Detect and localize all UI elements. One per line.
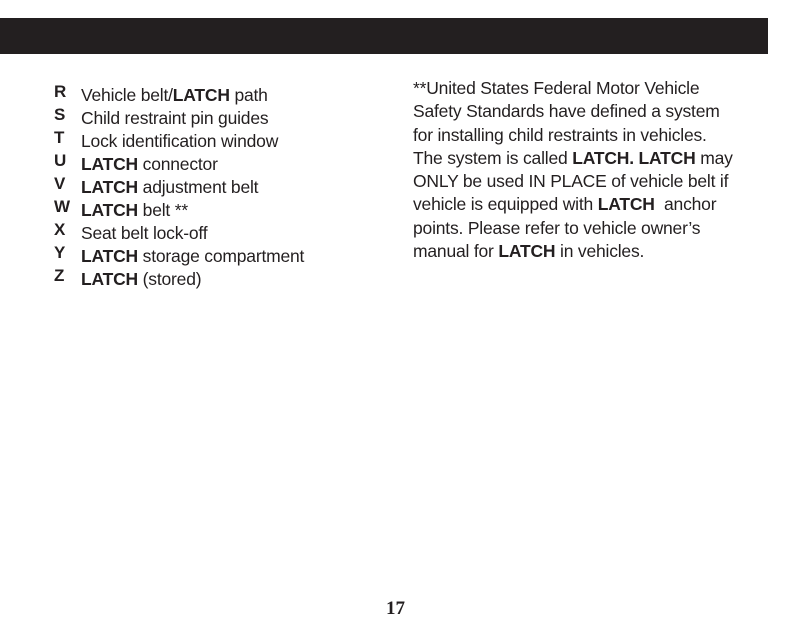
legend-letter: U (54, 151, 67, 170)
legend-text: Child restraint pin guides (81, 108, 269, 128)
legend-letter: R (54, 82, 67, 101)
legend-letter: V (54, 174, 66, 193)
legend-letter: S (54, 105, 66, 124)
note-line: points. Please refer to vehicle owner’s (413, 217, 701, 238)
note-line: for installing child restraints in vehicles. (413, 124, 707, 145)
note-line: manual for LATCH in vehicles. (413, 241, 645, 262)
legend-text: LATCH connector (81, 154, 218, 174)
note-line: vehicle is equipped with LATCH anchor (413, 194, 717, 215)
note-line: The system is called LATCH. LATCH may (413, 147, 733, 168)
legend-text: Vehicle belt/LATCH path (81, 85, 268, 105)
note-line: ONLY be used IN PLACE of vehicle belt if (413, 171, 729, 192)
latch-footnote (413, 77, 773, 263)
legend-text: Lock identification window (81, 131, 279, 151)
header-bar (0, 18, 768, 54)
legend-letter: X (54, 220, 66, 239)
legend-text: LATCH (stored) (81, 269, 202, 289)
page-number: 17 (386, 598, 405, 619)
legend-letter: Y (54, 243, 66, 262)
legend-text: LATCH storage compartment (81, 246, 305, 266)
note-line: **United States Federal Motor Vehicle (413, 78, 700, 98)
legend-text: LATCH belt ** (81, 200, 188, 220)
legend-text: Seat belt lock-off (81, 223, 208, 243)
legend-letter: T (54, 128, 65, 147)
legend-letter: W (54, 197, 71, 216)
note-line: Safety Standards have defined a system (413, 101, 720, 122)
legend-text: LATCH adjustment belt (81, 177, 259, 197)
legend-letter: Z (54, 266, 65, 285)
